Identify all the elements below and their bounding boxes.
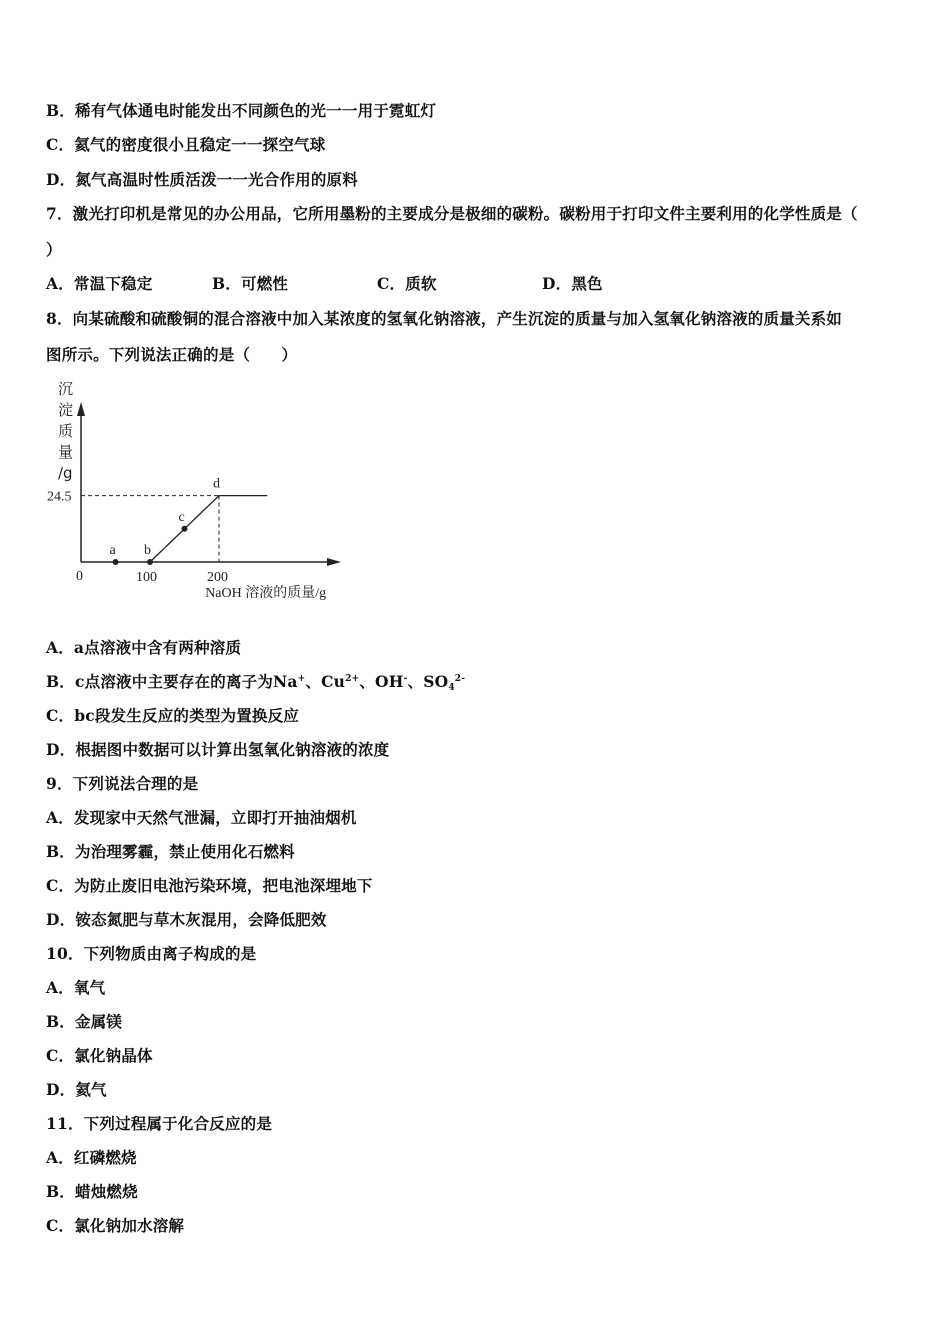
q9-option-d: D．铵态氮肥与草木灰混用，会降低肥效 <box>46 910 327 929</box>
x-tick-label: 100 <box>136 570 157 585</box>
q11-option-b: B．蜡烛燃烧 <box>46 1182 138 1201</box>
question-7: 7．激光打印机是常见的办公用品，它所用墨粉的主要成分是极细的碳粉。碳粉用于打印文件主要利用的化学性质是（ <box>46 204 858 223</box>
question-7-options <box>46 274 603 294</box>
x-tick-label: 200 <box>207 570 228 585</box>
q6-option-c: C．氦气的密度很小且稳定一一探空气球 <box>46 135 326 154</box>
y-axis-label-char: 量 <box>58 443 74 461</box>
point-c <box>182 526 188 532</box>
y-axis-label-char: /g <box>58 464 73 482</box>
y-axis-label <box>58 380 73 482</box>
x-axis-arrow <box>327 558 341 566</box>
point-label-c: c <box>178 509 185 525</box>
origin-label: 0 <box>76 569 83 584</box>
point-a <box>113 559 119 565</box>
y-axis-arrow <box>77 402 85 416</box>
q8-b-sup: + <box>297 674 306 684</box>
q8-option-d: D．根据图中数据可以计算出氢氧化钠溶液的浓度 <box>46 740 390 759</box>
q7-option-d: D．黑色 <box>542 274 603 293</box>
q10-option-b: B．金属镁 <box>46 1012 123 1031</box>
y-axis-label-char: 淀 <box>58 401 74 419</box>
q11-option-c: C．氯化钠加水溶解 <box>46 1216 185 1235</box>
q8-option-a: A．a点溶液中含有两种溶质 <box>46 638 242 657</box>
point-label-b: b <box>144 543 151 558</box>
q11-option-a: A．红磷燃烧 <box>46 1148 137 1167</box>
q8-b-text: 、SO <box>407 672 449 691</box>
y-tick-label: 24.5 <box>47 489 72 505</box>
question-9: 9．下列说法合理的是 <box>46 774 199 793</box>
q10-option-d: D．氦气 <box>46 1080 107 1099</box>
q8-b-sup: - <box>403 674 408 684</box>
question-10: 10．下列物质由离子构成的是 <box>46 944 257 963</box>
x-axis-label: NaOH 溶液的质量/g <box>205 586 327 601</box>
q8-b-text: B．c点溶液中主要存在的离子为Na <box>46 672 298 691</box>
precipitate-chart <box>40 376 370 608</box>
question-8: 8．向某硫酸和硫酸铜的混合溶液中加入某浓度的氢氧化钠溶液，产生沉淀的质量与加入氢氧化钠溶液的质量关系如 <box>46 309 842 328</box>
q6-option-b: B．稀有气体通电时能发出不同颜色的光一一用于霓虹灯 <box>46 101 437 120</box>
series-line <box>150 496 267 562</box>
q7-option-b: B．可燃性 <box>212 274 289 293</box>
point-b <box>147 559 153 565</box>
q8-b-sup: 2- <box>454 674 466 684</box>
y-axis-label-char: 沉 <box>58 380 74 398</box>
q8-option-b <box>46 672 465 692</box>
question-8-cont: 图所示。下列说法正确的是（ ） <box>46 345 298 364</box>
q9-option-c: C．为防止废旧电池污染环境，把电池深埋地下 <box>46 876 373 895</box>
q7-option-c: C．质软 <box>377 274 437 293</box>
q8-b-sub: 4 <box>448 683 455 693</box>
q8-b-sup: 2+ <box>345 674 360 684</box>
point-label-d: d <box>213 476 220 492</box>
q6-option-d: D．氮气高温时性质活泼一一光合作用的原料 <box>46 170 358 189</box>
q9-option-b: B．为治理雾霾，禁止使用化石燃料 <box>46 842 295 861</box>
q8-b-text: 、Cu <box>305 672 346 691</box>
q8-option-c: C．bc段发生反应的类型为置换反应 <box>46 706 300 725</box>
q8-b-text: 、OH <box>359 672 404 691</box>
question-7-end: ） <box>46 240 62 259</box>
q10-option-c: C．氯化钠晶体 <box>46 1046 153 1065</box>
q10-option-a: A．氧气 <box>46 978 106 997</box>
q9-option-a: A．发现家中天然气泄漏，立即打开抽油烟机 <box>46 808 357 827</box>
y-axis-label-char: 质 <box>58 422 74 440</box>
point-label-a: a <box>109 543 116 558</box>
q7-option-a: A．常温下稳定 <box>46 274 153 293</box>
question-11: 11．下列过程属于化合反应的是 <box>46 1114 273 1133</box>
